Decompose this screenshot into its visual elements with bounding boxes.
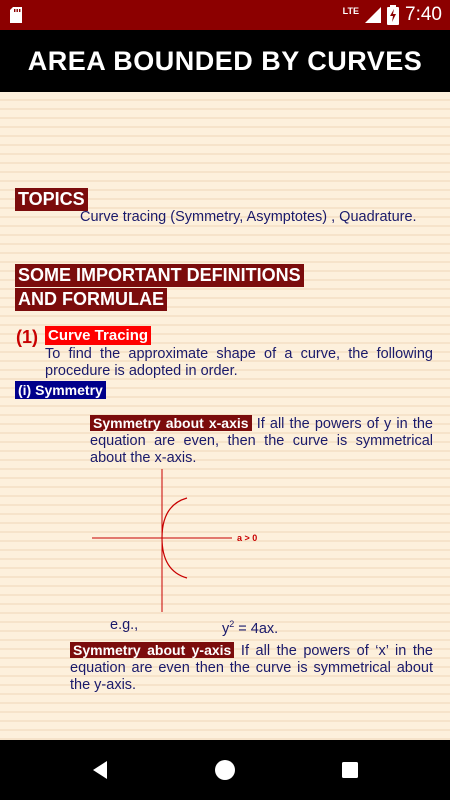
x-axis-text: If all the powers of y in the equation are even, then the curve is symmetrical about the x-axis.: [90, 416, 433, 466]
recents-square-icon: [341, 761, 359, 779]
topics-heading: TOPICS: [15, 188, 88, 211]
document-view[interactable]: [0, 92, 450, 740]
y-axis-paragraph: [70, 642, 433, 694]
x-axis-paragraph: [90, 415, 433, 467]
graph-label: a > 0: [237, 533, 258, 543]
recents-button[interactable]: [320, 740, 380, 800]
page-title: AREA BOUNDED BY CURVES: [27, 45, 423, 76]
equation-rest: = 4ax.: [234, 620, 279, 637]
clock: 7:40: [405, 4, 442, 25]
equation-y: y: [222, 620, 230, 637]
network-type-label: LTE: [342, 6, 360, 16]
definitions-heading-line1: SOME IMPORTANT DEFINITIONS: [15, 264, 304, 287]
section-number: (1): [16, 327, 38, 347]
eg-label: e.g.,: [110, 617, 139, 633]
home-button[interactable]: [195, 740, 255, 800]
back-button[interactable]: [70, 740, 130, 800]
y-axis-title: Symmetry about y-axis: [70, 642, 234, 658]
subsection-title: (i) Symmetry: [15, 381, 106, 399]
home-circle-icon: [214, 759, 236, 781]
equation: [222, 616, 278, 638]
signal-icon: [365, 7, 381, 23]
status-bar: [0, 0, 450, 30]
definitions-heading-line2: AND FORMULAE: [15, 288, 167, 311]
back-triangle-icon: [91, 760, 109, 780]
equation-exponent: 2: [229, 619, 235, 629]
topics-text: Curve tracing (Symmetry, Asymptotes) , Quadrature.: [80, 209, 417, 225]
x-axis-title: Symmetry about x-axis: [90, 415, 252, 431]
section-title: Curve Tracing: [45, 326, 151, 345]
app-bar: [0, 30, 450, 92]
sd-card-icon: [10, 7, 22, 23]
battery-charging-icon: [387, 5, 399, 25]
section-text: To find the approximate shape of a curve, the following procedure is adopted in order.: [45, 346, 433, 379]
y-axis-text: If all the powers of ‘x’ in the equation are even then the curve is symmetrical about the y-axis.: [70, 643, 433, 693]
navigation-bar: [0, 740, 450, 800]
